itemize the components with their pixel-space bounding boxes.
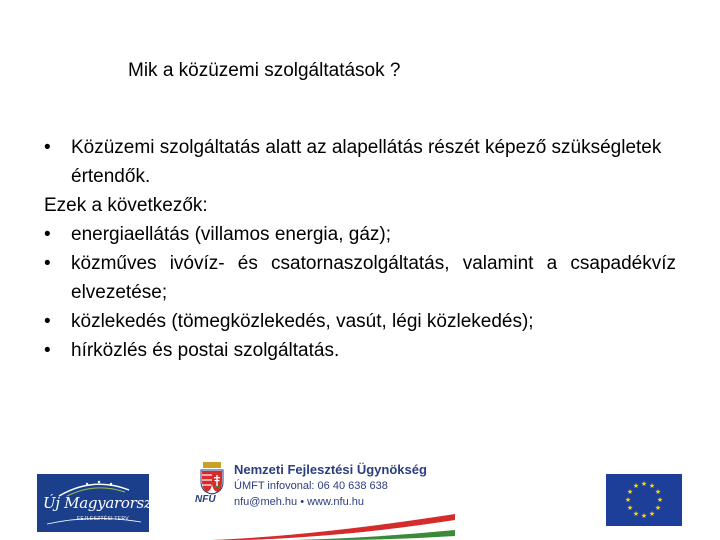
bullet-item xyxy=(44,336,676,365)
nfu-abbreviation: NFÜ xyxy=(195,494,216,505)
bullet-item xyxy=(44,220,676,249)
hungarian-coat-of-arms-icon xyxy=(197,462,227,494)
slide-title: Mik a közüzemi szolgáltatások ? xyxy=(128,60,401,81)
bullet-dot: • xyxy=(44,253,51,274)
eu-flag-logo xyxy=(606,474,682,526)
uj-magyarorszag-subtext: FEJLESZTÉSI TERV xyxy=(77,516,129,522)
uj-magyarorszag-logo xyxy=(37,474,170,532)
svg-text:★: ★ xyxy=(656,497,664,504)
bullet-dot: • xyxy=(44,340,51,361)
nfu-agency-name: Nemzeti Fejlesztési Ügynökség xyxy=(234,462,427,477)
svg-text:★: ★ xyxy=(654,505,662,512)
bullet-text: közlekedés (tömegközlekedés, vasút, légi közlekedés); xyxy=(71,311,534,332)
uj-magyarorszag-text: Új Magyarország xyxy=(43,494,170,512)
nfu-logo xyxy=(193,458,463,540)
bullet-text: közműves ivóvíz- és csatornaszolgáltatás, valamint a csapadékvíz elvezetése; xyxy=(71,253,676,303)
svg-text:★: ★ xyxy=(640,481,648,488)
bullet-text: energiaellátás (villamos energia, gáz); xyxy=(71,224,391,245)
bullet-text: hírközlés és postai szolgáltatás. xyxy=(71,340,340,361)
svg-text:★: ★ xyxy=(626,489,634,496)
bullet-text: Közüzemi szolgáltatás alatt az alapellátás részét képező szükségletek értendők. xyxy=(71,137,662,187)
nfu-web-contact: nfu@meh.hu • www.nfu.hu xyxy=(234,496,364,508)
svg-text:★: ★ xyxy=(626,505,634,512)
svg-text:★: ★ xyxy=(632,511,640,518)
bullet-dot: • xyxy=(44,311,51,332)
tricolor-swoosh-icon xyxy=(193,502,463,540)
svg-text:★: ★ xyxy=(648,483,656,490)
bullet-dot: • xyxy=(44,224,51,245)
svg-text:★: ★ xyxy=(648,511,656,518)
bullet-dot: • xyxy=(44,137,51,158)
intro-line xyxy=(44,191,676,220)
nfu-infoline: ÚMFT infovonal: 06 40 638 638 xyxy=(234,480,388,492)
bullet-item xyxy=(44,307,676,336)
svg-text:★: ★ xyxy=(632,483,640,490)
eu-flag-icon xyxy=(606,474,682,526)
bullet-item xyxy=(44,133,676,191)
svg-text:★: ★ xyxy=(654,489,662,496)
plain-text: Ezek a következők: xyxy=(44,195,208,216)
bullet-item xyxy=(44,249,676,307)
svg-text:★: ★ xyxy=(624,497,632,504)
slide-body xyxy=(44,133,676,365)
svg-text:★: ★ xyxy=(640,513,648,520)
